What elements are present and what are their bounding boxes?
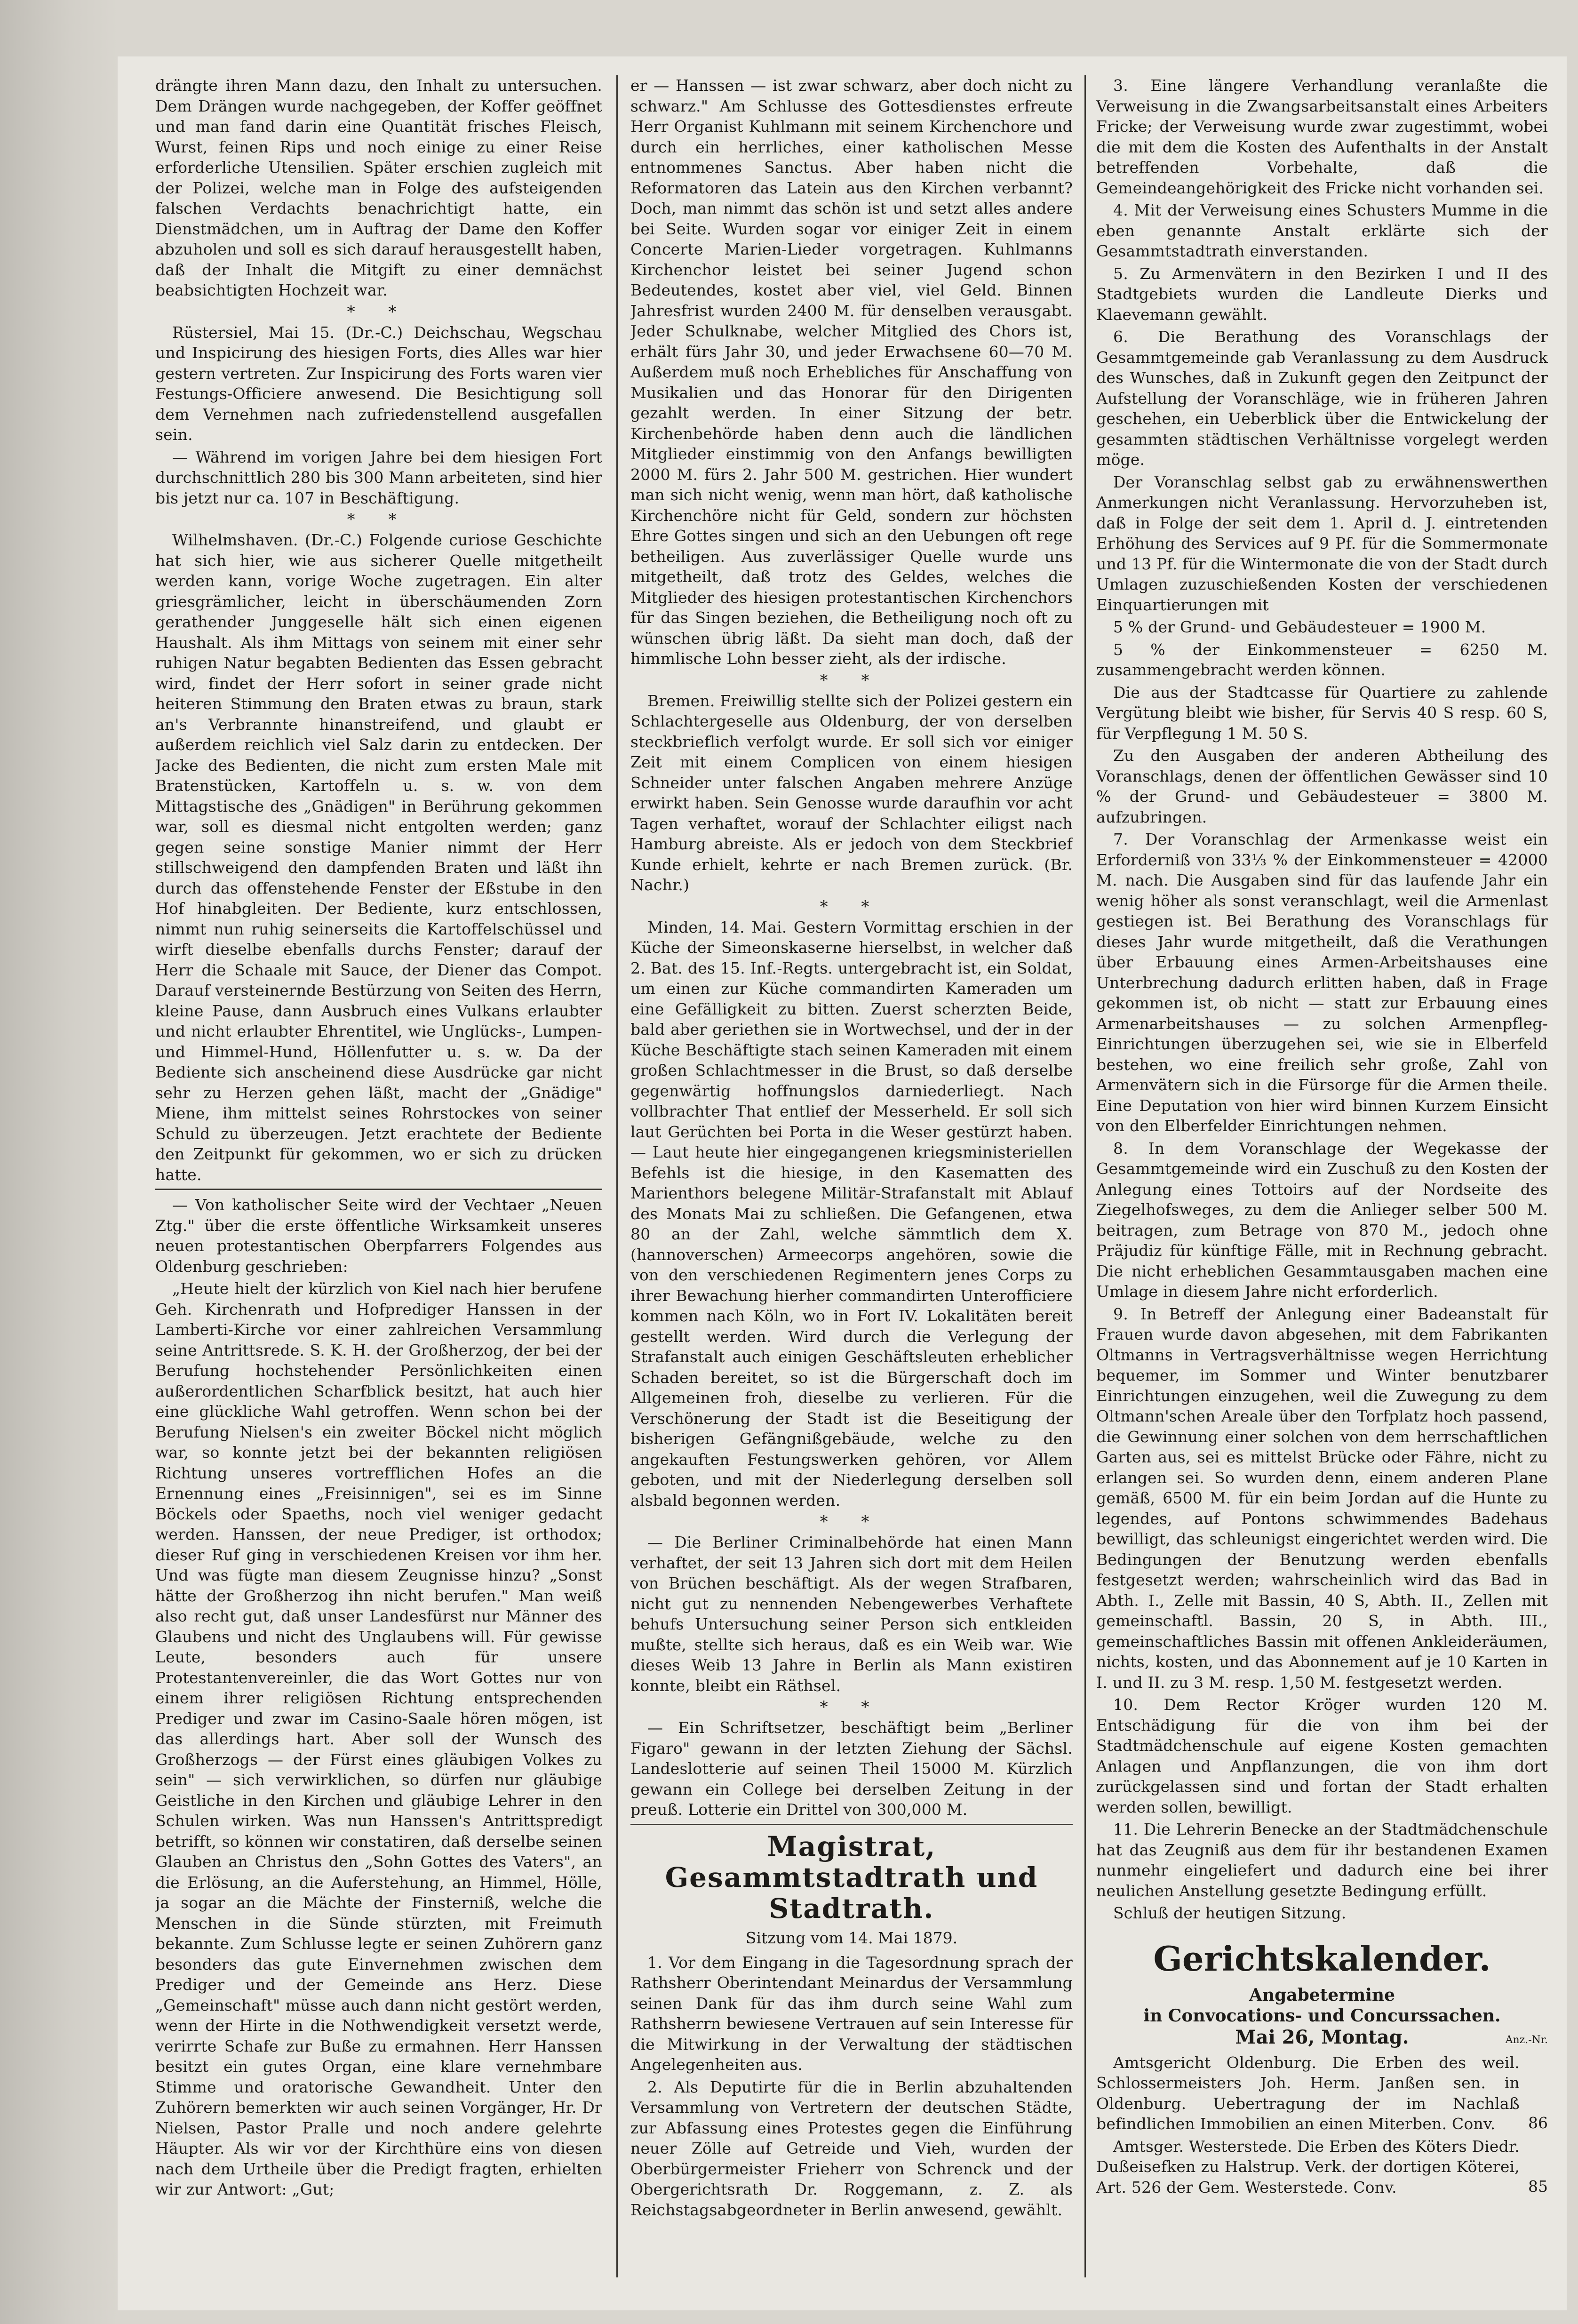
court-calendar-heading: Gerichtskalender. (1153, 1938, 1491, 1979)
article-paragraph: — Von katholischer Seite wird der Vechtaer „Neuen Ztg." über die erste öffentliche Wirksamkeit unseres neuen protestantischen Oberpfarrers Folgendes aus Oldenburg geschrieben: (155, 1196, 602, 1276)
section-divider (155, 1189, 602, 1190)
article-paragraph: Bremen. Freiwillig stellte sich der Polizei gestern ein Schlachtergeselle aus Oldenburg, der von derselben steckbrieflich verfolgt wurde. Er soll sich vor einiger Zeit mit einem Complicen von einem hiesigen Schneider unter falschen Angaben mehrere Anzüge erwirkt haben. Sein Genosse wurde daraufhin vor acht Tagen verhaftet, worauf der Schlachter eiligst nach Hamburg abreiste. Als er jedoch von dem Steckbrief Kunde erhielt, kehrte er nach Bremen zurück. (Br. Nachr.) (630, 691, 1073, 894)
column-rule (1084, 75, 1086, 2277)
column-middle (630, 75, 1073, 2268)
article-paragraph: 8. In dem Voranschlage der Wegekasse der Gesammtgemeinde wird ein Zuschuß zu den Kosten der Anlegung eines Tottoirs auf der Nordseite des Ziegelhofsweges, zu dem die Anlieger selber 500 M. beitragen, zum Betrage von 870 M., jedoch ohne Präjudiz für künftige Fälle, mit in Rechnung gebracht. Die nicht erheblichen Gesammtausgaben machen eine Umlage in diesem Jahre nicht erforderlich. (1096, 1139, 1548, 1301)
article-paragraph: — Während im vorigen Jahre bei dem hiesigen Fort durchschnittlich 280 bis 300 Mann arbeiteten, sind hier bis jetzt nur ca. 107 in Beschäftigung. (155, 447, 602, 507)
entry-text: Amtsger. Westerstede. Die Erben des Köters Diedr. Dußeisefken zu Halstrup. Verk. der dortigen Köterei, Art. 526 der Gem. Westerstede. Conv. (1096, 2137, 1520, 2196)
article-paragraph: er — Hanssen — ist zwar schwarz, aber doch nicht zu schwarz." Am Schlusse des Gottesdienstes erfreute Herr Organist Kuhlmann mit seinem Kirchenchore und durch ein herrliches, einer katholischen Messe entnommenes Sanctus. Aber haben nicht die Reformatoren das Latein aus den Kirchen verbannt? Doch, man nimmt das schön ist und setzt alles andere bei Seite. Wurden sogar vor einiger Zeit in einem Concerte Marien-Lieder vorgetragen. Kuhlmanns Kirchenchor leistet bei seiner Jugend schon Bedeutendes, kostet aber viel, viel Geld. Binnen Jahresfrist wurden 2400 M. für denselben verausgabt. Jeder Schulknabe, welcher Mitglied des Chors ist, erhält fürs Jahr 30, und jeder Erwachsene 60—70 M. Außerdem muß noch Erhebliches für Anschaffung von Musikalien und das Honorar für den Dirigenten gezahlt werden. In einer Sitzung der betr. Kirchenbehörde haben denn auch die ländlichen Mitglieder einstimmig von den Anfangs bewilligten 2000 M. fürs 2. Jahr 500 M. gestrichen. Hier wundert man sich nicht wenig, wenn man hört, daß katholische Kirchenchöre nicht für Geld, sondern zur höchsten Ehre Gottes singen und sich an den Uebungen oft rege betheiligen. Aus zuverlässiger Quelle wurde uns mitgetheilt, daß trotz des Geldes, welches die Mitglieder des hiesigen protestantischen Kirchenchors für das Singen beziehen, die Betheiligung noch oft zu wünschen übrig läßt. Da sieht man doch, daß der himmlische Lohn besser zieht, als der irdische. (630, 76, 1073, 668)
session-date: Sitzung vom 14. Mai 1879. (745, 1928, 958, 1947)
article-paragraph: 7. Der Voranschlag der Armenkasse weist ein Erforderniß von 33⅓ % der Einkommensteuer = 42000 M. nach. Die Ausgaben sind für das laufende Jahr ein wenig höher als sonst veranschlagt, weil die Armenlast gestiegen ist. Bei Berathung des Voranschlags für dieses Jahr wurde mitgetheilt, daß die Verathungen über Erbauung eines Armen-Arbeitshauses eine Unterbrechung dadurch erlitten haben, daß in Frage gekommen ist, ob nicht — statt zur Erbauung eines Armenarbeitshauses — zu solchen Armenpfleg-Einrichtungen überzugehen sei, wie sie in Elberfeld bestehen, wo eine freilich sehr große, Zahl von Armenvätern sich in die Fürsorge für die Armen theile. Eine Deputation von hier wird binnen Kurzem Einsicht von den Elberfelder Einrichtungen nehmen. (1096, 830, 1548, 1135)
article-paragraph: Rüstersiel, Mai 15. (Dr.-C.) Deichschau, Wegschau und Inspicirung des hiesigen Forts, dies Alles war hier gestern vertreten. Zur Inspicirung des Forts waren vier Festungs-Officiere anwesend. Die Besichtigung soll dem Vernehmen nach zufriedenstellend ausgefallen sein. (155, 323, 602, 444)
article-paragraph: 1. Vor dem Eingang in die Tagesordnung sprach der Rathsherr Oberintendant Meinardus der Versammlung seinen Dank für das ihm durch seine Wahl zum Rathsherrn bewiesene Vertrauen auf sein Interesse für die Mitwirkung in der Verwaltung der städtischen Angelegenheiten aus. (630, 1953, 1073, 2074)
section-separator-stars: * * (347, 510, 411, 529)
entry-number: 85 (1528, 2177, 1548, 2196)
article-paragraph: 4. Mit der Verweisung eines Schusters Mumme in die eben genannte Anstalt erklärte sich der Gesammtstadtrath einverstanden. (1096, 201, 1548, 260)
section-separator-stars: * * (820, 1512, 884, 1531)
article-paragraph: 9. In Betreff der Anlegung einer Badeanstalt für Frauen wurde davon abgesehen, mit dem Fabrikanten Oltmanns in Vertragsverhältnisse wegen Herrichtung bequemer, im Sommer und Winter benutzbarer Einrichtungen einzugehen, weil die Zuwegung zu dem Oltmann'schen Areale über den Torfplatz hoch passend, die Gewinnung einer solchen von dem herrschaftlichen Garten aus, sei es mittelst Brücke oder Fähre, nicht zu erlangen sei. So wurden denn, einem anderen Plane gemäß, 6500 M. für ein beim Jordan auf die Hunte zu legendes, auf Pontons schwimmendes Badehaus bewilligt, das schleunigst eingerichtet werden wird. Die Bedingungen der Benutzung werden ebenfalls festgesetzt werden; wahrscheinlich wird das Bad in Abth. I., Zelle mit Bassin, 40 S, Abth. II., Zellen mit gemeinschaftl. Bassin, 20 S, in Abth. III., gemeinschaftliches Bassin mit offenen Ankleideräumen, nichts, kosten, und das Abonnement auf je 10 Karten in I. und II. zu 3 M. resp. 1,50 M. festgesetzt werden. (1096, 1304, 1548, 1692)
column-left (155, 75, 602, 2268)
article-paragraph: Minden, 14. Mai. Gestern Vormittag erschien in der Küche der Simeonskaserne hierselbst, in welcher daß 2. Bat. des 15. Inf.-Regts. untergebracht ist, ein Soldat, um einen zur Küche commandirten Kameraden um eine Gefälligkeit zu bitten. Zuerst scherzten Beide, bald aber geriethen sie in Wortwechsel, und der in der Küche Beschäftigte stach seinen Kameraden mit einem großen Schlachtmesser in die Brust, so daß derselbe gegenwärtig hoffnungslos darniederliegt. Nach vollbrachter That entlief der Messerheld. Er soll sich laut Gerüchten bei Porta in die Weser gestürzt haben. — Laut heute hier eingegangenen kriegsministeriellen Befehls ist die hiesige, in den Kasematten des Marienthors belegene Militär-Strafanstalt mit Ablauf des Monats Mai zu schließen. Die Gefangenen, etwa 80 an der Zahl, welche sämmtlich dem X. (hannoverschen) Armeecorps angehören, sowie die von den verschiedenen Regimentern jenes Corps zu ihrer Bewachung hierher commandirten Unterofficiere kommen nach Köln, wo in Fort IV. Lokalitäten bereit gestellt werden. Wird durch die Verlegung der Strafanstalt auch einigen Geschäftsleuten erheblicher Schaden bereitet, so ist die Bürgerschaft doch im Allgemeinen froh, dieselbe zu verlieren. Für die Verschönerung der Stadt ist die Beseitigung der bisherigen Gefängnißgebäude, welche zu den angekauften Festungswerken gehören, vor Allem geboten, und mit der Niederlegung derselben soll alsbald begonnen werden. (630, 918, 1073, 1509)
article-paragraph: Wilhelmshaven. (Dr.-C.) Folgende curiose Geschichte hat sich hier, wie aus sicherer Quelle mitgetheilt werden kann, vorige Woche zugetragen. Ein alter griesgrämlicher, leicht in überschäumenden Zorn gerathender Junggeselle hält sich einen eigenen Haushalt. Als ihm Mittags von seinem mit einer sehr ruhigen Natur begabten Bedienten das Essen gebracht wird, findet der Herr sofort in seiner grade nicht heiteren Stimmung den Braten etwas zu braun, stark an's Verbrannte hinanstreifend, und glaubt er außerdem reichlich viel Salz darin zu entdecken. Der Jacke des Bedienten, die nicht zum ersten Male mit Bratenstücken, Kartoffeln u. s. w. von dem Mittagstische des „Gnädigen" in Berührung gekommen war, soll es diesmal nicht entgolten werden; ganz gegen seine sonstige Manier nimmt der Herr stillschweigend den dampfenden Braten und läßt ihn durch das offenstehende Fenster der Eßstube in den Hof hinabgleiten. Der Bediente, kurz entschlossen, nimmt nun ruhig seinerseits die Kartoffelschüssel und wirft dieselbe ebenfalls durchs Fenster; darauf der Herr die Schaale mit Sauce, der Diener das Compot. Darauf versteinernde Bestürzung von Seiten des Herrn, kleine Pause, dann Ausbruch eines Vulkans erlaubter und nicht erlaubter Ehrentitel, wie Unglücks-, Lumpen- und Himmel-Hund, Höllenfutter u. s. w. Da der Bediente sich anscheinend diese Ausdrücke gar nicht sehr zu Herzen gehen läßt, macht der „Gnädige" Miene, ihm mittelst seines Rohrstockes von seiner Schuld zu überzeugen. Jetzt erachtete der Bediente den Zeitpunkt für gekommen, wo er sich zu drücken hatte. (155, 531, 602, 1184)
article-paragraph: 2. Als Deputirte für die in Berlin abzuhaltenden Versammlung von Vertretern der deutschen Städte, zur Abfassung eines Protestes gegen die Einführung neuer Zölle auf Getreide und Vieh, wurden der Oberbürgermeister Frieherr von Schrenck und der Obergerichtsrath Dr. Roggemann, z. Z. als Reichstagsabgeordneter in Berlin anwesend, gewählt. (630, 2077, 1073, 2219)
article-paragraph: 10. Dem Rector Kröger wurden 120 M. Entschädigung für die von ihm bei der Stadtmädchenschule auf eigene Kosten gemachten Anlagen und Anpflanzungen, die von ihm dort zurückgelassen sind und fortan der Stadt erhalten werden sollen, bewilligt. (1096, 1695, 1548, 1816)
article-paragraph: 6. Die Berathung des Voranschlags der Gesammtgemeinde gab Veranlassung zu dem Ausdruck des Wunsches, daß in Zukunft gegen den Zeitpunct der Aufstellung der Voranschläge, wie in früheren Jahren geschehen, ein Ueberblick über die Entwickelung der gesammten städtischen Verhältnisse vorgelegt werden möge. (1096, 327, 1548, 469)
announcement-number-header: Anz.-Nr. (1505, 2034, 1548, 2046)
scan-margin (0, 0, 118, 2324)
article-paragraph: Die aus der Stadtcasse für Quartiere zu zahlende Vergütung bleibt wie bisher, für Servis 40 S resp. 60 S, für Verpflegung 1 M. 50 S. (1096, 683, 1548, 743)
article-paragraph: Der Voranschlag selbst gab zu erwähnenswerthen Anmerkungen nicht Veranlassung. Hervorzuheben ist, daß in Folge der seit dem 1. April d. J. eintretenden Erhöhung des Services auf 9 Pf. für die Sommermonate und 13 Pf. für die Wintermonate die von der Stadt durch Umlagen zuzuschießenden Kosten der verschiedenen Einquartierungen mit (1096, 472, 1548, 614)
court-calendar-entry (1096, 2136, 1548, 2198)
section-divider (630, 1824, 1073, 1825)
article-paragraph: 11. Die Lehrerin Benecke an der Stadtmädchenschule hat das Zeugniß aus dem für ihr bestandenen Examen nunmehr eingeliefert und dadurch eine bei ihrer neulichen Anstellung gesetzte Bedingung erfüllt. (1096, 1820, 1548, 1900)
court-calendar-subheading: Angabetermine (1249, 1985, 1395, 2005)
article-paragraph: 3. Eine längere Verhandlung veranlaßte die Verweisung in die Zwangsarbeitsanstalt eines Arbeiters Fricke; der Verweisung wurde zwar zugestimmt, wobei die mit dem die Kosten des Aufenthalts in der Anstalt betreffenden Vorbehalte, daß die Gemeindeangehörigkeit des Fricke nicht vorhanden sei. (1096, 76, 1548, 197)
entry-text: Amtsgericht Oldenburg. Die Erben des weil. Schlossermeisters Joh. Herm. Janßen sen. in Oldenburg. Uebertragung der im Nachlaß befindlichen Immobilien an einen Miterben. Conv. (1096, 2053, 1520, 2133)
article-paragraph: 5. Zu Armenvätern in den Bezirken I und II des Stadtgebiets wurden die Landleute Dierks und Klaevemann gewählt. (1096, 264, 1548, 324)
court-calendar-subheading: in Convocations- und Concurssachen. (1143, 2005, 1501, 2026)
court-calendar-entry (1096, 2052, 1548, 2134)
article-paragraph: drängte ihren Mann dazu, den Inhalt zu untersuchen. Dem Drängen wurde nachgegeben, der Koffer geöffnet und man fand darin eine Quantität frisches Fleisch, Wurst, feinen Rips und noch einige zu einer Reise erforderliche Utensilien. Später erschien zugleich mit der Polizei, welche man in Folge des aufsteigenden falschen Verdachts benachrichtigt hatte, ein Dienstmädchen, um in Auftrag der Dame den Koffer abzuholen und soll es sich darauf herausgestellt haben, daß der Inhalt die Mitgift zu einer demnächst beabsichtigten Hochzeit war. (155, 76, 602, 299)
entry-number: 86 (1528, 2114, 1548, 2132)
article-paragraph: Zu den Ausgaben der anderen Abtheilung des Voranschlags, denen der öffentlichen Gewässer sind 10 % der Grund- und Gebäudesteuer = 3800 M. aufzubringen. (1096, 746, 1548, 826)
article-paragraph: — Die Berliner Criminalbehörde hat einen Mann verhaftet, der seit 13 Jahren sich dort mit dem Heilen von Brüchen beschäftigt. Als der wegen Strafbaren, nicht gut zu nennenden Nebengewerbes Verhaftete behufs Untersuchung seiner Person sich entkleiden mußte, stellte sich heraus, daß es ein Weib war. Wie dieses Weib 13 Jahre in Berlin als Mann existiren konnte, bleibt ein Räthsel. (630, 1533, 1073, 1695)
article-paragraph: 5 % der Einkommensteuer = 6250 M. zusammengebracht werden können. (1096, 640, 1548, 679)
section-separator-stars: * * (820, 1698, 884, 1717)
article-paragraph: „Heute hielt der kürzlich von Kiel nach hier berufene Geh. Kirchenrath und Hofprediger Hanssen in der Lamberti-Kirche vor einer zahlreichen Versammlung seine Antrittsrede. S. K. H. der Großherzog, der bei der Berufung hochstehender Persönlichkeiten einen außerordentlichen Scharfblick besitzt, hat auch hier eine glückliche Wahl getroffen. Wenn schon bei der Berufung Nielsen's ein zweiter Böckel nicht möglich war, so konnte jetzt bei der bekannten religiösen Richtung unseres vortrefflichen Hofes an die Ernennung eines „Freisinnigen", sei es im Sinne Böckels oder Spaeths, noch viel weniger gedacht werden. Hanssen, der neue Prediger, ist orthodox; dieser Ruf ging in verschiedenen Kreisen vor ihm her. Und was fügte man diesem Zeugnisse hinzu? „Sonst hätte der Großherzog ihn nicht berufen." Man weiß also recht gut, daß unser Landesfürst nur Männer des Glaubens und nicht des Unglaubens will. Für gewisse Leute, besonders auch für unsere Protestantenvereinler, die das Wort Gottes nur von einem ihrer religiösen Richtung entsprechenden Prediger und zwar im Casino-Saale hören mögen, ist das allerdings hart. Aber soll der Wunsch des Großherzogs — der Fürst eines gläubigen Volkes zu sein" — sich verwirklichen, so dürfen nur gläubige Geistliche in den Kirchen und gläubige Lehrer in den Schulen wirken. Was nun Hanssen's Antrittspredigt betrifft, so können wir constatiren, daß derselbe seinen Glauben an Christus den „Sohn Gottes des Vaters", an die Erlösung, an die Auferstehung, an Himmel, Hölle, ja sogar an die Mächte der Finsterniß, welche die Menschen in die Sünde stürzten, mit Freimuth bekannte. Zum Schlusse legte er seinen Zuhörern ganz besonders das gute Einvernehmen zwischen dem Prediger und der Gemeinde ans Herz. Diese „Gemeinschaft" müsse auch dann nicht gestört werden, wenn der Hirte in die Nothwendigkeit versetzt werde, verirrte Schafe zur Buße zu ermahnen. Herr Hanssen besitzt ein gutes Organ, eine klare vernehmbare Stimme und oratorische Gewandheit. Unter den Zuhörern bemerkten wir auch seinen Vorgänger, Hr. Dr Nielsen, Pastor Pralle und noch andere gelehrte Häupter. Als wir vor der Kirchthüre eins von diesen nach dem Urtheile über die Predigt fragten, erhielten wir zur Antwort: „Gut; (155, 1279, 602, 2198)
section-separator-stars: * * (347, 302, 411, 321)
court-calendar-date (1096, 2026, 1548, 2049)
article-paragraph: Schluß der heutigen Sitzung. (1113, 1904, 1347, 1922)
article-paragraph: 5 % der Grund- und Gebäudesteuer = 1900 M. (1113, 618, 1486, 636)
section-heading: Magistrat, Gesammtstadtrath und Stadtrath. (665, 1830, 1038, 1925)
calendar-date-label: Mai 26, Montag. (1235, 2026, 1409, 2048)
newspaper-page (118, 56, 1567, 2310)
column-rule (616, 75, 618, 2277)
column-right (1096, 75, 1548, 2268)
section-separator-stars: * * (820, 671, 884, 690)
article-paragraph: — Ein Schriftsetzer, beschäftigt beim „Berliner Figaro" gewann in der letzten Ziehung der Sächsl. Landeslotterie auf seinen Theil 15000 M. Kürzlich gewann ein College bei derselben Zeitung in der preuß. Lotterie ein Drittel von 300,000 M. (630, 1718, 1073, 1819)
section-separator-stars: * * (820, 897, 884, 916)
